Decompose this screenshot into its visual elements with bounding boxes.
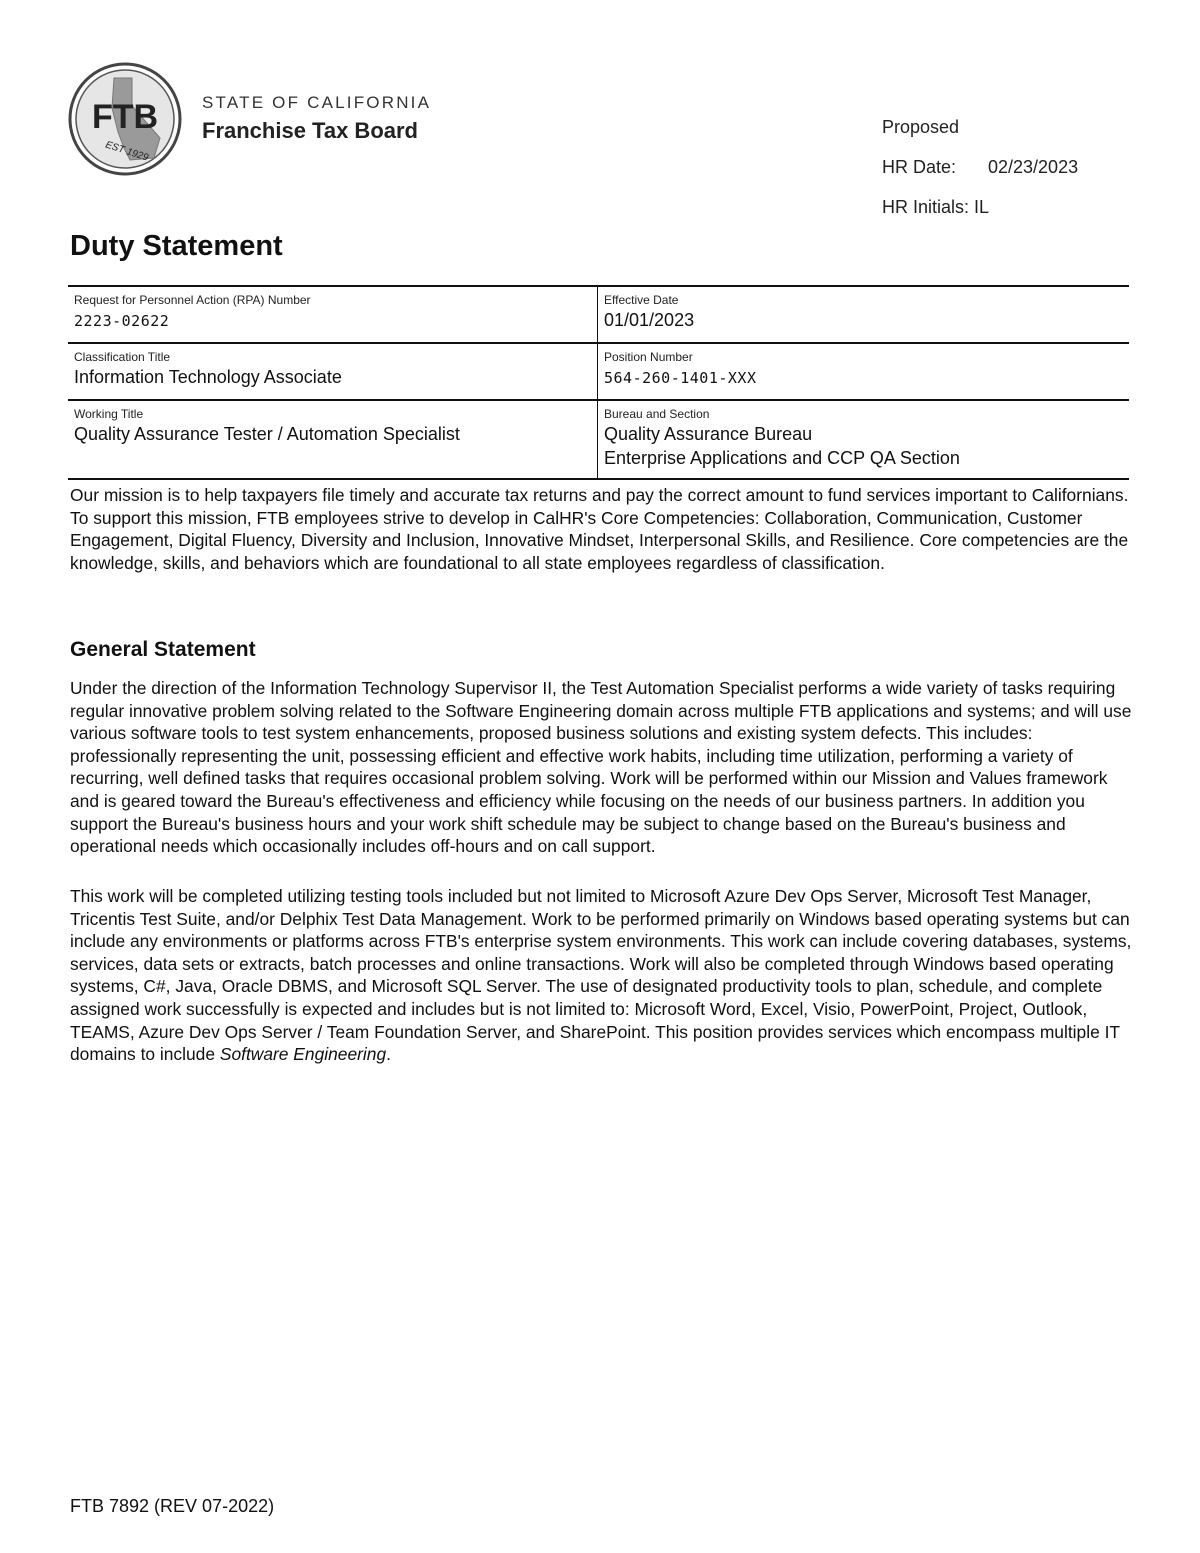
- table-row: [68, 286, 1129, 343]
- form-number: FTB 7892 (REV 07-2022): [70, 1496, 275, 1516]
- rpa-value: 2223-02622: [74, 312, 170, 330]
- classification-label: Classification Title: [74, 350, 171, 364]
- working-title-label: Working Title: [74, 407, 144, 421]
- general-paragraph-2-end: .: [386, 1044, 391, 1065]
- position-info-table: [68, 285, 1129, 480]
- agency-block: [202, 92, 431, 145]
- bureau-section-label: Bureau and Section: [604, 407, 710, 421]
- software-engineering-emphasis: Software Engineering: [219, 1044, 387, 1065]
- working-title-value: Quality Assurance Tester / Automation Specialist: [74, 424, 460, 444]
- general-paragraph-2: [70, 885, 1132, 1066]
- working-title-cell: [68, 400, 598, 479]
- effective-date-value: 01/01/2023: [604, 310, 695, 330]
- rpa-cell: [68, 286, 598, 343]
- hr-initials-line: [882, 194, 1078, 234]
- hr-initials-value: IL: [974, 197, 990, 217]
- general-paragraph-2-text: This work will be completed utilizing testing tools included but not limited to Microsoft Azure Dev Ops Server, Microsoft Test Manager, Tricentis Test Suite, and/or Delphix Test Data Management. Work to be performed primarily on Windows based operating systems but can include any environments or platforms across FTB's enterprise system environments. This work can include covering databases, systems, services, data sets or extracts, batch processes and online transactions. Work will also be completed through Windows based operating systems, C#, Java, Oracle DBMS, and Microsoft SQL Server. The use of designated productivity tools to plan, schedule, and complete assigned work successfully is expected and includes but is not limited to: Microsoft Word, Excel, Visio, PowerPoint, Project, Outlook, TEAMS, Azure Dev Ops Server / Team Foundation Server, and SharePoint. This position provides services which encompass multiple IT domains to include: [70, 886, 1132, 1065]
- hr-date-line: [882, 154, 1078, 194]
- status-line: Proposed: [882, 117, 960, 137]
- bureau-value: Quality Assurance Bureau: [604, 424, 813, 444]
- agency-state: STATE OF CALIFORNIA: [202, 93, 432, 112]
- classification-value: Information Technology Associate: [74, 367, 342, 387]
- page-title: Duty Statement: [70, 230, 283, 262]
- hr-date-value: 02/23/2023: [988, 157, 1079, 177]
- agency-name: Franchise Tax Board: [202, 118, 418, 143]
- general-paragraph-1: Under the direction of the Information Technology Supervisor II, the Test Automation Specialist performs a wide variety of tasks requiring regular innovative problem solving related to the Software Engineering domain across multiple FTB applications and systems; and will use various software tools to test system enhancements, proposed business solutions and existing system defects. This includes: professionally representing the unit, possessing efficient and effective work habits, including time utilization, performing a variety of recurring, well defined tasks that requires occasional problem solving. Work will be performed within our Mission and Values framework and is geared toward the Bureau's effectiveness and efficiency while focusing on the needs of our business partners. In addition you support the Bureau's business hours and your work shift schedule may be subject to change based on the Bureau's business and operational needs which occasionally includes off-hours and on call support.: [70, 678, 1132, 857]
- logo-est: EST 1929: [103, 139, 150, 164]
- logo-text: FTB: [91, 98, 159, 136]
- hr-meta: [882, 114, 1078, 234]
- effective-date-cell: [598, 286, 1130, 343]
- table-row: [68, 400, 1129, 479]
- section-value: Enterprise Applications and CCP QA Section: [604, 448, 960, 468]
- effective-date-label: Effective Date: [604, 293, 679, 307]
- rpa-label: Request for Personnel Action (RPA) Number: [74, 293, 311, 307]
- ftb-logo: [68, 62, 182, 176]
- table-row: [68, 343, 1129, 400]
- classification-cell: [68, 343, 598, 400]
- position-number-label: Position Number: [604, 350, 693, 364]
- general-statement-heading: General Statement: [70, 638, 256, 661]
- hr-date-label: HR Date:: [882, 157, 957, 177]
- hr-initials-label: HR Initials:: [882, 197, 970, 217]
- position-number-value: 564-260-1401-XXX: [604, 369, 757, 387]
- mission-statement: Our mission is to help taxpayers file timely and accurate tax returns and pay the correct amount to fund services important to Californians. To support this mission, FTB employees strive to develop in CalHR's Core Competencies: Collaboration, Communication, Customer Engagement, Digital Fluency, Diversity and Inclusion, Innovative Mindset, Interpersonal Skills, and Resilience. Core competencies are the knowledge, skills, and behaviors which are foundational to all state employees regardless of classification.: [70, 485, 1129, 573]
- bureau-section-cell: [598, 400, 1130, 479]
- position-number-cell: [598, 343, 1130, 400]
